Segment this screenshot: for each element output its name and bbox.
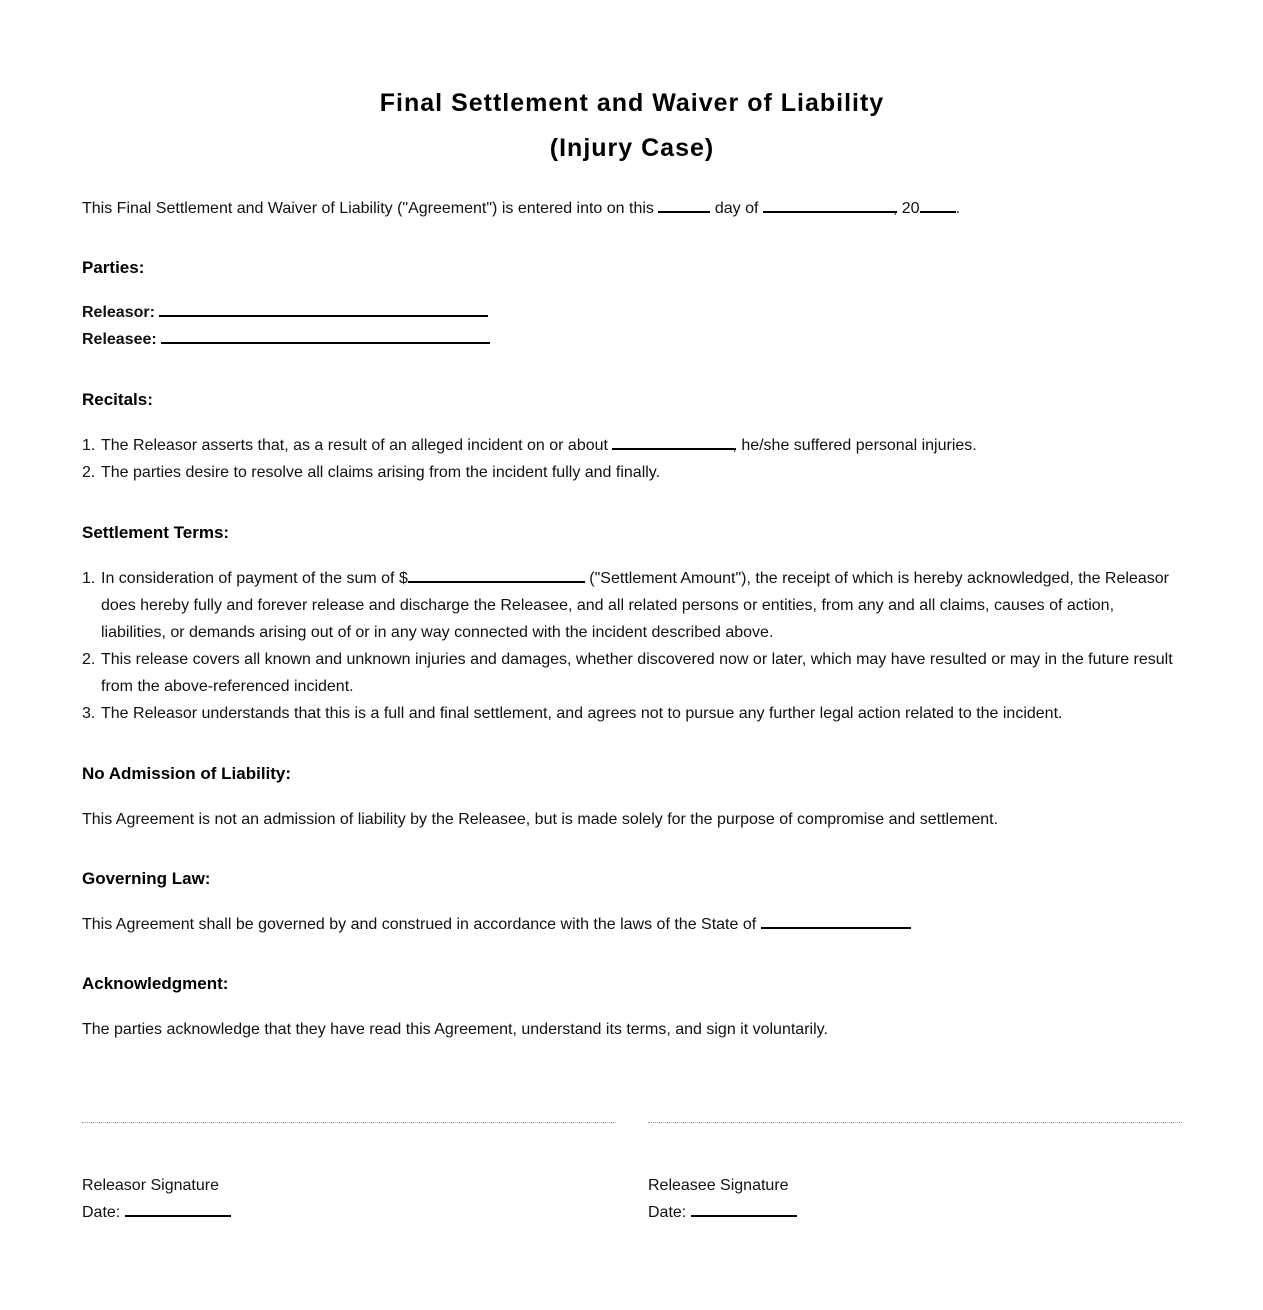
acknowledgment-heading: Acknowledgment: <box>82 974 229 993</box>
settlement-item: 2. This release covers all known and unknown injuries and damages, whether discovered now or later, which may have resulted or may in the future result from the above-referenced incident. <box>82 651 1173 695</box>
document-title: Final Settlement and Waiver of Liability <box>379 89 885 117</box>
recitals-heading: Recitals: <box>82 390 153 409</box>
releasee-date-blank[interactable] <box>691 1201 797 1217</box>
releasor-signature-label: Releasor Signature <box>82 1177 219 1194</box>
releasor-date-row: Date: <box>82 1199 231 1226</box>
releasee-signature-line[interactable] <box>648 1122 1182 1123</box>
incident-date-blank[interactable] <box>612 434 736 450</box>
governing-law-text: This Agreement shall be governed by and construed in accordance with the laws of the State of . <box>82 911 911 938</box>
releasor-row <box>82 299 488 326</box>
governing-law-heading: Governing Law: <box>82 869 211 888</box>
acknowledgment-text: The parties acknowledge that they have read this Agreement, understand its terms, and sign it voluntarily. <box>82 1021 828 1038</box>
no-admission-heading: No Admission of Liability: <box>82 764 292 783</box>
settlement-item: 1. In consideration of payment of the sum of $ ("Settlement Amount"), the receipt of which is hereby acknowledged, the Releasor does hereby fully and forever release and discharge the Releasee, and all related persons or entities, from any and all claims, causes of action, liabilities, or demands arising out of or in any way connected with the incident described above. <box>82 565 1182 646</box>
releasee-blank[interactable] <box>161 328 490 344</box>
releasor-date-blank[interactable] <box>125 1201 231 1217</box>
recital-item: 2. The parties desire to resolve all claims arising from the incident fully and finally. <box>82 464 661 481</box>
intro-paragraph: This Final Settlement and Waiver of Liability ("Agreement") is entered into on this day of , 20 . <box>82 195 960 222</box>
recitals-list <box>82 432 1182 486</box>
settlement-terms-list <box>82 565 1182 727</box>
releasor-signature-line[interactable] <box>82 1122 616 1123</box>
releasor-signature-block <box>82 1122 616 1221</box>
releasee-date-row: Date: <box>648 1199 797 1226</box>
document-subtitle: (Injury Case) <box>549 134 715 162</box>
month-blank[interactable] <box>763 197 897 213</box>
releasee-label: Releasee: <box>82 331 157 348</box>
releasee-signature-label: Releasee Signature <box>648 1177 789 1194</box>
releasee-signature-block <box>648 1122 1182 1221</box>
day-blank[interactable] <box>658 197 710 213</box>
year-blank[interactable] <box>920 197 956 213</box>
parties-heading: Parties: <box>82 258 145 277</box>
no-admission-text: This Agreement is not an admission of liability by the Releasee, but is made solely for the purpose of compromise and settlement. <box>82 811 999 828</box>
recital-item: 1. The Releasor asserts that, as a result of an alleged incident on or about , he/she suffered personal injuries. <box>82 432 1182 459</box>
settlement-item: 3. The Releasor understands that this is a full and final settlement, and agrees not to pursue any further legal action related to the incident. <box>82 705 1063 722</box>
releasor-label: Releasor: <box>82 304 155 321</box>
settlement-amount-blank[interactable] <box>408 567 585 583</box>
releasee-row <box>82 326 490 353</box>
releasor-blank[interactable] <box>159 301 488 317</box>
state-blank[interactable] <box>761 913 911 929</box>
settlement-terms-heading: Settlement Terms: <box>82 523 230 542</box>
